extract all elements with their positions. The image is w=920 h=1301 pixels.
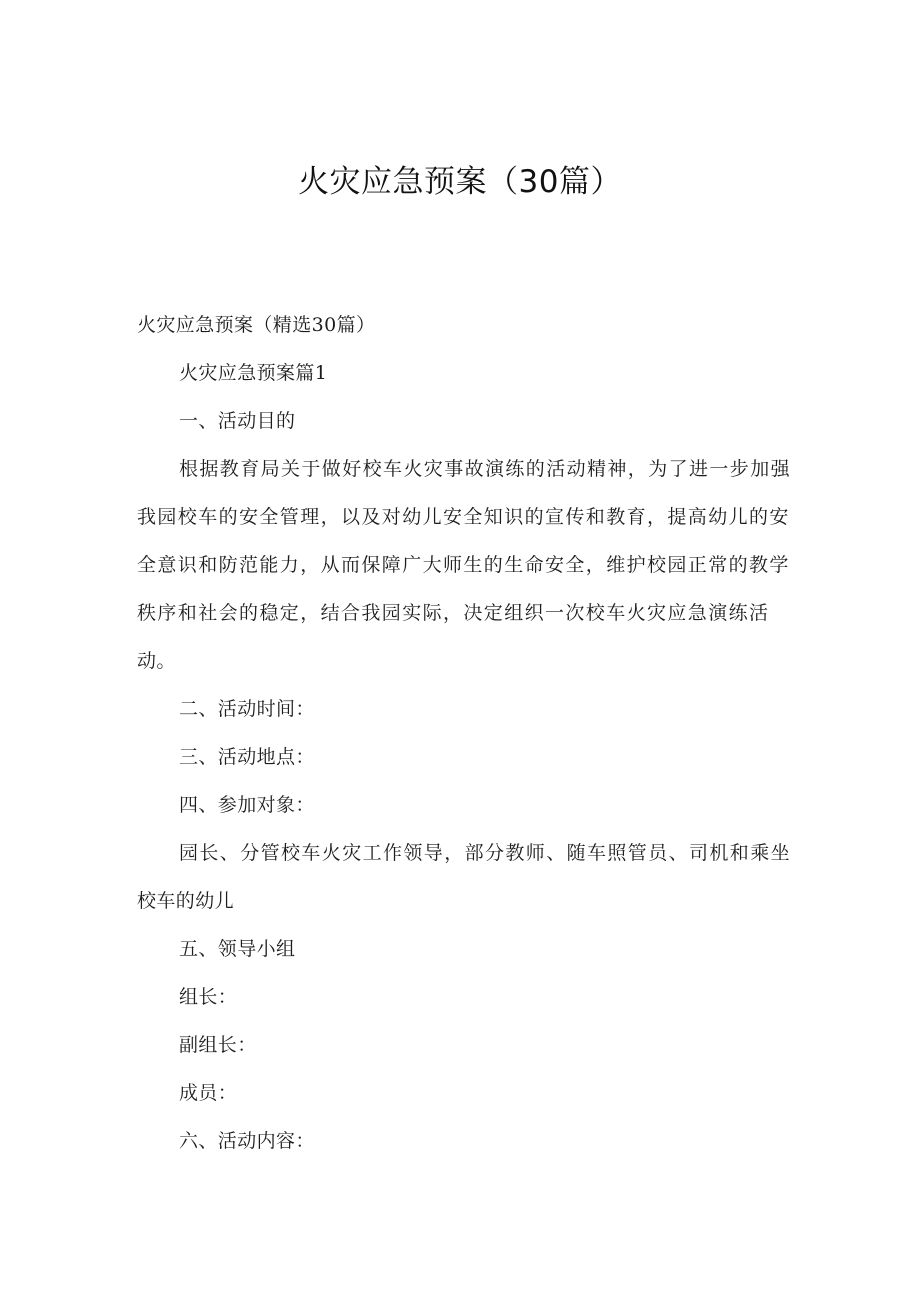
content-heading: 六、活动内容： <box>179 1130 315 1152</box>
place-heading: 三、活动地点： <box>179 746 315 768</box>
purpose-paragraph-line: 全意识和防范能力，从而保障广大师生的生命安全，维护校园正常的教学 <box>137 554 790 576</box>
purpose-heading: 一、活动目的 <box>179 410 296 432</box>
participants-line: 园长、分管校车火灾工作领导，部分教师、随车照管员、司机和乘坐 <box>179 842 792 864</box>
purpose-paragraph-line: 动。 <box>137 650 176 672</box>
section-heading: 火灾应急预案篇1 <box>179 362 328 384</box>
purpose-paragraph-line: 根据教育局关于做好校车火灾事故演练的活动精神，为了进一步加强 <box>179 458 792 480</box>
purpose-paragraph-line: 秩序和社会的稳定，结合我园实际，决定组织一次校车火灾应急演练活 <box>137 602 770 624</box>
leadership-heading: 五、领导小组 <box>179 938 296 960</box>
members-label: 成员： <box>179 1082 238 1104</box>
leader-label: 组长： <box>179 986 238 1008</box>
document-title: 火灾应急预案（30篇） <box>298 164 622 200</box>
participants-heading: 四、参加对象： <box>179 794 315 816</box>
deputy-leader-label: 副组长： <box>179 1034 257 1056</box>
purpose-paragraph-line: 我园校车的安全管理，以及对幼儿安全知识的宣传和教育，提高幼儿的安 <box>137 506 790 528</box>
time-heading: 二、活动时间： <box>179 698 315 720</box>
document-subtitle: 火灾应急预案（精选30篇） <box>137 314 376 336</box>
participants-line: 校车的幼儿 <box>137 890 235 912</box>
